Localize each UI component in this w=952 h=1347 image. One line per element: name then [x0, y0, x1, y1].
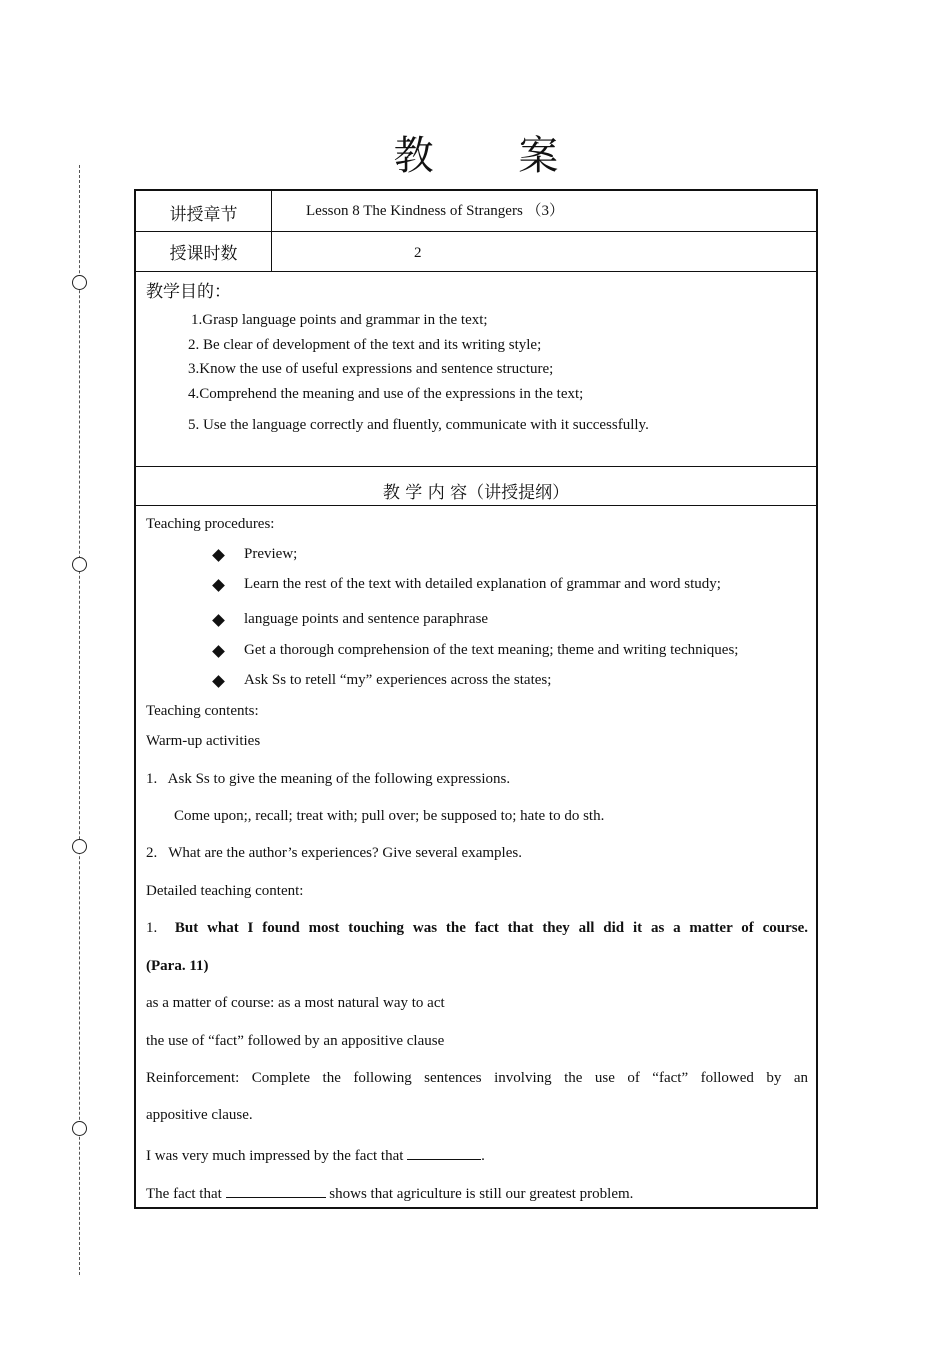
exercise-text: The fact that — [146, 1186, 222, 1202]
exercise-text: . — [481, 1148, 485, 1164]
answer-blank[interactable] — [407, 1145, 481, 1160]
row-divider — [136, 505, 816, 506]
procedure-item: Get a thorough comprehension of the text meaning; theme and writing techniques; — [244, 642, 739, 658]
procedures-heading: Teaching procedures: — [146, 516, 275, 532]
procedure-item: Ask Ss to retell “my” experiences across the states; — [244, 672, 552, 688]
lesson-plan-table — [134, 189, 818, 1209]
warmup-question: 1. Ask Ss to give the meaning of the following expressions. — [146, 771, 511, 787]
binding-margin-line — [79, 165, 80, 1275]
diamond-bullet-icon — [212, 614, 225, 627]
hours-label: 授课时数 — [169, 244, 238, 264]
diamond-bullet-icon — [212, 675, 225, 688]
key-sentence — [146, 920, 808, 937]
page-title: 教 案 — [393, 133, 595, 179]
key-sentence-text: But what I found most touching was the fact that they all did it as a matter of course. — [174, 920, 809, 936]
objective-item: 3.Know the use of useful expressions and sentence structure; — [188, 361, 554, 377]
chapter-label: 讲授章节 — [169, 205, 238, 225]
exercise-text: shows that agriculture is still our greatest problem. — [329, 1186, 634, 1202]
row-divider — [136, 466, 816, 467]
exercise-text: I was very much impressed by the fact that — [146, 1148, 404, 1164]
usage-note: the use of “fact” followed by an appositive clause — [146, 1033, 445, 1049]
diamond-bullet-icon — [212, 579, 225, 592]
definition-text: as a matter of course: as a most natural way to act — [146, 995, 445, 1011]
diamond-bullet-icon — [212, 645, 225, 658]
row-divider — [136, 231, 816, 232]
objective-item: 4.Comprehend the meaning and use of the expressions in the text; — [188, 386, 584, 402]
warmup-question: 2. What are the author’s experiences? Give several examples. — [146, 845, 522, 861]
key-sentence-number: 1. — [146, 920, 158, 936]
exercise-sentence — [146, 1183, 633, 1203]
contents-heading: Teaching contents: — [146, 703, 259, 719]
content-heading: 教 学 内 容（讲授提纲） — [382, 483, 570, 503]
objectives-heading: 教学目的： — [146, 282, 231, 302]
procedure-item: Learn the rest of the text with detailed explanation of grammar and word study; — [244, 576, 721, 592]
binding-hole — [72, 557, 87, 572]
binding-hole — [72, 839, 87, 854]
reinforcement-instruction: Reinforcement: Complete the following sentences involving the use of “fact” followed by an — [146, 1070, 808, 1086]
expression-list: Come upon;, recall; treat with; pull over; be supposed to; hate to do sth. — [174, 808, 605, 824]
binding-hole — [72, 275, 87, 290]
reinforcement-instruction-cont: appositive clause. — [146, 1107, 253, 1123]
diamond-bullet-icon — [212, 549, 225, 562]
key-sentence-reference: (Para. 11) — [146, 958, 209, 974]
chapter-value: Lesson 8 The Kindness of Strangers （3） — [306, 203, 565, 219]
answer-blank[interactable] — [226, 1183, 326, 1198]
detailed-heading: Detailed teaching content: — [146, 883, 304, 899]
binding-hole — [72, 1121, 87, 1136]
hours-value: 2 — [414, 245, 422, 261]
procedure-item: Preview; — [244, 546, 298, 562]
row-divider — [136, 271, 816, 272]
exercise-sentence — [146, 1145, 485, 1165]
objective-item: 2. Be clear of development of the text and its writing style; — [188, 337, 542, 353]
objective-item: 5. Use the language correctly and fluently, communicate with it successfully. — [188, 417, 649, 433]
objective-item: 1.Grasp language points and grammar in the text; — [191, 312, 488, 328]
warmup-heading: Warm-up activities — [146, 733, 261, 749]
procedure-item: language points and sentence paraphrase — [244, 611, 489, 627]
